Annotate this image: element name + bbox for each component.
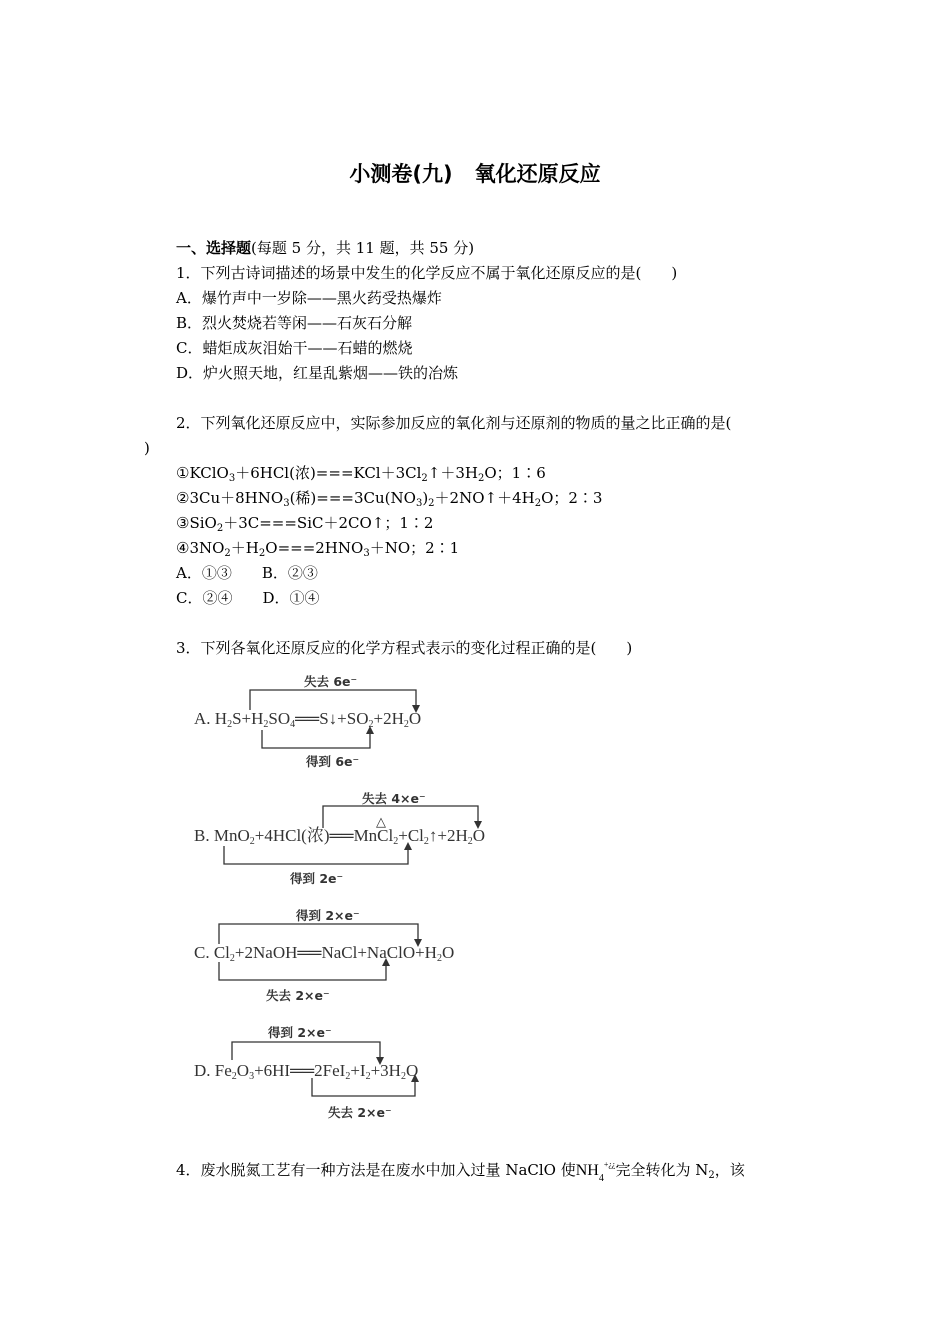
- q3-option-b-equation: B. MnO$_2$+4HCl(浓)$══MnCl_2+Cl_2↑+2H_2O$: [194, 826, 486, 847]
- q3-a-bottom-label: 得到 6e⁻: [306, 754, 360, 769]
- q4-stem: 4．废水脱氮工艺有一种方法是在废水中加入过量 NaClO 使$NH_4^{+¿¿}$完全转化为 $N_2$，该: [176, 1160, 745, 1184]
- q3-d-top-label: 得到 2×e⁻: [268, 1025, 332, 1040]
- section-label: 一、选择题: [176, 239, 252, 257]
- q3-a-top-label: 失去 6e⁻: [304, 674, 358, 689]
- q3-option-a-equation: A. $H_2S+H_2SO_4══S↓+SO_2+2H_2O$: [194, 709, 422, 730]
- q1-stem: 1．下列古诗词描述的场景中发生的化学反应不属于氧化还原反应的是( ): [176, 264, 678, 282]
- section-note: (每题 5 分，共 11 题，共 55 分): [251, 239, 475, 257]
- q2-item-1: ①KClO$_3$＋6HCl(浓)$===KCl+3Cl_2↑+3H_2O$；1∶6: [176, 464, 546, 484]
- title-main: 小测卷(九): [349, 162, 453, 186]
- q3-d-bottom-label: 失去 2×e⁻: [328, 1105, 392, 1120]
- q1-option-d: D．炉火照天地，红星乱紫烟——铁的冶炼: [176, 364, 459, 382]
- q3-b-top-label: 失去 4×e⁻: [362, 791, 426, 806]
- q2-item-2: $②3Cu+8HNO_3$(稀)$===3Cu(NO_3)_2+2NO↑+4H_2O$；2∶3: [176, 489, 603, 509]
- q2-stem-end: ): [144, 439, 150, 457]
- q1-option-c: C．蜡炬成灰泪始干——石蜡的燃烧: [176, 339, 413, 357]
- q3-b-bottom-label: 得到 2e⁻: [290, 871, 344, 886]
- q1-option-a: A．爆竹声中一岁除——黑火药受热爆炸: [176, 289, 442, 307]
- q3-stem: 3．下列各氧化还原反应的化学方程式表示的变化过程正确的是( ): [176, 639, 633, 657]
- title-sub: 氧化还原反应: [474, 162, 601, 186]
- ammonium-ion: $NH_4^{+¿¿}$: [575, 1160, 616, 1184]
- q3-c-top-label: 得到 2×e⁻: [296, 908, 360, 923]
- q2-item-3: ③SiO$_2$＋3C===SiC＋2CO↑；1∶2: [176, 514, 434, 534]
- q2-options-row1: A．①③ B．②③: [176, 564, 318, 582]
- q1-option-b: B．烈火焚烧若等闲——石灰石分解: [176, 314, 413, 332]
- q2-item-4: $④3NO_2+H_2O===2HNO_3+NO$；2∶1: [176, 539, 460, 559]
- q3-b-heat-symbol: △: [376, 815, 386, 830]
- q3-c-bottom-label: 失去 2×e⁻: [266, 988, 330, 1003]
- q3-option-c-equation: C. $Cl_2+2NaOH══NaCl+NaClO+H_2O$: [194, 943, 455, 964]
- q2-options-row2: C．②④ D．①④: [176, 589, 320, 607]
- q3-option-d-equation: D. $Fe_2O_3+6HI══2FeI_2+I_2+3H_2O$: [194, 1061, 419, 1082]
- q2-stem: 2．下列氧化还原反应中，实际参加反应的氧化剂与还原剂的物质的量之比正确的是(: [176, 414, 732, 432]
